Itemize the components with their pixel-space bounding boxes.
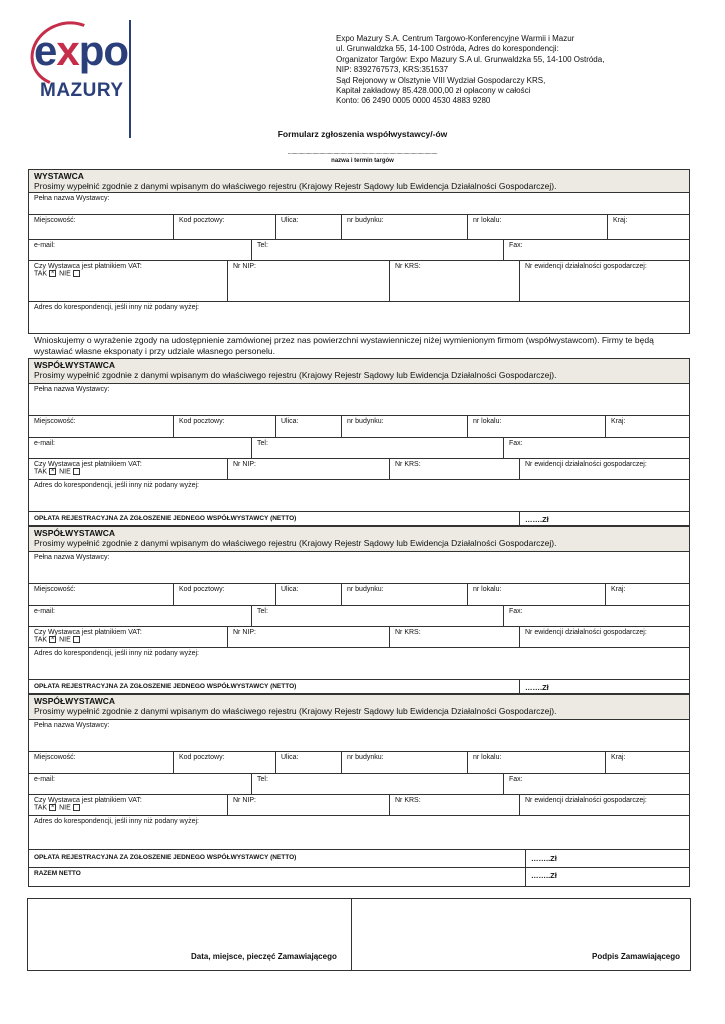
fair-name-field[interactable]: ................................................................................................................................ — [287, 150, 438, 156]
full-name-label: Pełna nazwa Wystawcy: — [34, 386, 110, 393]
vat-no-checkbox[interactable] — [73, 636, 80, 643]
krs-label: Nr KRS: — [395, 797, 421, 804]
building-label: nr budynku: — [347, 754, 384, 761]
nip-field[interactable] — [227, 627, 389, 647]
fax-field[interactable] — [503, 240, 691, 260]
phone-label: Tel: — [257, 776, 268, 783]
fax-label: Fax: — [509, 440, 523, 447]
address-row — [29, 214, 689, 239]
correspondence-label: Adres do korespondencji, jeśli inny niż podany wyżej: — [34, 650, 199, 657]
email-label: e-mail: — [34, 776, 56, 783]
company-line: Expo Mazury S.A. Centrum Targowo-Konferencyjne Warmii i Mazur — [336, 34, 575, 43]
krs-field[interactable] — [389, 627, 519, 647]
krs-field[interactable] — [389, 261, 519, 301]
email-label: e-mail: — [34, 608, 56, 615]
city-field[interactable] — [29, 752, 173, 773]
vat-no-label: NIE — [59, 636, 71, 644]
phone-label: Tel: — [257, 242, 268, 249]
vat-label: Czy Wystawca jest płatnikiem VAT: — [34, 629, 142, 636]
postal-label: Kod pocztowy: — [179, 586, 225, 593]
correspondence-row[interactable] — [29, 647, 689, 679]
form-title: Formularz zgłoszenia współwystawcy/-ów — [277, 129, 448, 139]
nip-field[interactable] — [227, 459, 389, 479]
country-field[interactable] — [607, 215, 691, 239]
logo-e: e — [34, 27, 57, 74]
apartment-field[interactable] — [467, 416, 605, 437]
vat-no-label: NIE — [59, 468, 71, 476]
email-field[interactable] — [29, 606, 251, 626]
full-name-row[interactable] — [29, 192, 689, 214]
evid-label: Nr ewidencji działalności gospodarczej: — [525, 461, 647, 468]
signature-divider — [351, 898, 352, 971]
phone-label: Tel: — [257, 608, 268, 615]
street-field[interactable] — [275, 416, 341, 437]
section-coexhibitor-1 — [28, 358, 690, 526]
apartment-field[interactable] — [467, 215, 607, 239]
city-label: Miejscowość: — [34, 418, 76, 425]
nip-field[interactable] — [227, 795, 389, 815]
correspondence-row[interactable] — [29, 301, 689, 334]
postal-field[interactable] — [173, 215, 275, 239]
building-field[interactable] — [341, 584, 467, 605]
city-label: Miejscowość: — [34, 754, 76, 761]
city-label: Miejscowość: — [34, 586, 76, 593]
country-label: Kraj: — [611, 418, 626, 425]
phone-label: Tel: — [257, 440, 268, 447]
fee-row — [29, 679, 689, 694]
vat-no-label: NIE — [59, 270, 71, 278]
company-line: Konto: 06 2490 0005 0000 4530 4883 9280 — [336, 96, 491, 106]
apartment-label: nr lokalu: — [473, 418, 502, 425]
krs-field[interactable] — [389, 459, 519, 479]
email-field[interactable] — [29, 240, 251, 260]
email-field[interactable] — [29, 774, 251, 794]
vat-field — [29, 795, 227, 815]
postal-field[interactable] — [173, 416, 275, 437]
correspondence-row[interactable] — [29, 815, 689, 849]
expo-logo — [34, 27, 129, 74]
apartment-field[interactable] — [467, 752, 605, 773]
section-subtitle: Prosimy wypełnić zgodnie z danymi wpisanym do właściwego rejestru (Krajowy Rejestr Sądowy lub Ewidencja Działalności Gospodarczej). — [34, 370, 557, 380]
evid-label: Nr ewidencji działalności gospodarczej: — [525, 797, 647, 804]
vat-field — [29, 459, 227, 479]
logo-po: po — [78, 27, 129, 74]
fair-name-label: nazwa i termin targów — [331, 158, 394, 164]
full-name-row[interactable] — [29, 383, 689, 415]
company-line: Organizator Targów: Expo Mazury S.A ul. Grunwaldzka 55, 14-100 Ostróda, — [336, 54, 605, 64]
nip-label: Nr NIP: — [233, 629, 256, 636]
nip-field[interactable] — [227, 261, 389, 301]
city-field[interactable] — [29, 584, 173, 605]
evid-field[interactable] — [519, 459, 691, 479]
mazury-logo-text: MAZURY — [40, 80, 124, 101]
apartment-label: nr lokalu: — [473, 586, 502, 593]
tax-row — [29, 626, 689, 647]
nip-label: Nr NIP: — [233, 797, 256, 804]
fee-row — [29, 849, 689, 867]
contact-row — [29, 773, 689, 794]
vat-no-checkbox[interactable] — [73, 804, 80, 811]
total-label: RAZEM NETTO — [34, 870, 81, 877]
evid-field[interactable] — [519, 795, 691, 815]
fax-field[interactable] — [503, 606, 691, 626]
city-field[interactable] — [29, 416, 173, 437]
section-subtitle: Prosimy wypełnić zgodnie z danymi wpisanym do właściwego rejestru (Krajowy Rejestr Sądowy lub Ewidencja Działalności Gospodarczej). — [34, 538, 557, 548]
phone-field[interactable] — [251, 240, 503, 260]
company-line: Sąd Rejonowy w Olsztynie VIII Wydział Gospodarczy KRS, — [336, 75, 546, 85]
correspondence-label: Adres do korespondencji, jeśli inny niż podany wyżej: — [34, 482, 199, 489]
city-field[interactable] — [29, 215, 173, 239]
full-name-label: Pełna nazwa Wystawcy: — [34, 722, 110, 729]
street-label: Ulica: — [281, 418, 299, 425]
street-field[interactable] — [275, 752, 341, 773]
contact-row — [29, 239, 689, 260]
apartment-label: nr lokalu: — [473, 754, 502, 761]
nip-label: Nr NIP: — [233, 461, 256, 468]
krs-label: Nr KRS: — [395, 461, 421, 468]
company-line: NIP: 8392767573, KRS:351537 — [336, 65, 449, 75]
vat-no-checkbox[interactable] — [73, 270, 80, 277]
total-amount-field[interactable]: ……..Zł — [525, 868, 691, 887]
phone-field[interactable] — [251, 438, 503, 458]
building-label: nr budynku: — [347, 586, 384, 593]
vat-yes-label: TAK — [34, 468, 48, 476]
street-field[interactable] — [275, 584, 341, 605]
building-label: nr budynku: — [347, 418, 384, 425]
email-label: e-mail: — [34, 242, 56, 249]
phone-field[interactable] — [251, 606, 503, 626]
fax-label: Fax: — [509, 608, 523, 615]
email-field[interactable] — [29, 438, 251, 458]
company-info — [336, 34, 604, 107]
section-coexhibitor-3 — [28, 694, 690, 887]
tax-row — [29, 794, 689, 815]
fax-field[interactable] — [503, 438, 691, 458]
correspondence-label: Adres do korespondencji, jeśli inny niż podany wyżej: — [34, 304, 199, 311]
postal-field[interactable] — [173, 752, 275, 773]
evid-field[interactable] — [519, 627, 691, 647]
krs-field[interactable] — [389, 795, 519, 815]
company-line: ul. Grunwaldzka 55, 14-100 Ostróda, Adres do korespondencji: — [336, 44, 559, 54]
tax-row — [29, 260, 689, 301]
postal-field[interactable] — [173, 584, 275, 605]
building-field[interactable] — [341, 215, 467, 239]
section-title: WSPÓŁWYSTAWCA — [34, 528, 116, 538]
postal-label: Kod pocztowy: — [179, 217, 225, 224]
vat-no-checkbox[interactable] — [73, 468, 80, 475]
fee-label: OPŁATA REJESTRACYJNA ZA ZGŁOSZENIE JEDNEGO WSPÓŁWYSTAWCY (NETTO) — [34, 854, 297, 861]
vat-field — [29, 261, 227, 301]
fax-label: Fax: — [509, 242, 523, 249]
phone-field[interactable] — [251, 774, 503, 794]
correspondence-label: Adres do korespondencji, jeśli inny niż podany wyżej: — [34, 818, 199, 825]
country-field[interactable] — [605, 416, 691, 437]
krs-label: Nr KRS: — [395, 263, 421, 270]
section-coexhibitor-2 — [28, 526, 690, 694]
evid-label: Nr ewidencji działalności gospodarczej: — [525, 629, 647, 636]
country-label: Kraj: — [611, 586, 626, 593]
street-label: Ulica: — [281, 586, 299, 593]
evid-field[interactable] — [519, 261, 691, 301]
total-row — [29, 867, 689, 887]
vat-yes-label: TAK — [34, 804, 48, 812]
postal-label: Kod pocztowy: — [179, 754, 225, 761]
vat-yes-checkbox[interactable]: × — [50, 468, 55, 474]
vat-yes-checkbox[interactable]: × — [50, 804, 55, 810]
country-label: Kraj: — [611, 754, 626, 761]
full-name-label: Pełna nazwa Wystawcy: — [34, 554, 110, 561]
nip-label: Nr NIP: — [233, 263, 256, 270]
fee-label: OPŁATA REJESTRACYJNA ZA ZGŁOSZENIE JEDNEGO WSPÓŁWYSTAWCY (NETTO) — [34, 515, 297, 522]
fee-amount-field[interactable]: ……..Zł — [525, 850, 691, 867]
vat-yes-label: TAK — [34, 270, 48, 278]
section-subtitle: Prosimy wypełnić zgodnie z danymi wpisanym do właściwego rejestru (Krajowy Rejestr Sądowy lub Ewidencja Działalności Gospodarczej). — [34, 181, 557, 191]
street-label: Ulica: — [281, 754, 299, 761]
signature-label: Podpis Zamawiającego — [592, 952, 681, 961]
logo-x: x — [56, 27, 79, 74]
evid-label: Nr ewidencji działalności gospodarczej: — [525, 263, 647, 270]
section-header — [29, 170, 689, 193]
fee-amount-field[interactable]: …….Zł — [519, 680, 691, 694]
vat-field — [29, 627, 227, 647]
apartment-field[interactable] — [467, 584, 605, 605]
correspondence-row[interactable] — [29, 479, 689, 511]
fax-label: Fax: — [509, 776, 523, 783]
section-subtitle: Prosimy wypełnić zgodnie z danymi wpisanym do właściwego rejestru (Krajowy Rejestr Sądowy lub Ewidencja Działalności Gospodarczej). — [34, 706, 557, 716]
address-row — [29, 583, 689, 605]
vat-yes-checkbox[interactable]: × — [50, 270, 55, 276]
vat-yes-label: TAK — [34, 636, 48, 644]
building-field[interactable] — [341, 752, 467, 773]
contact-row — [29, 437, 689, 458]
full-name-row[interactable] — [29, 719, 689, 751]
city-label: Miejscowość: — [34, 217, 76, 224]
section-title: WSPÓŁWYSTAWCA — [34, 360, 116, 370]
section-header — [29, 695, 689, 720]
section-title: WYSTAWCA — [34, 171, 84, 181]
building-field[interactable] — [341, 416, 467, 437]
building-label: nr budynku: — [347, 217, 384, 224]
section-header — [29, 359, 689, 384]
fee-row — [29, 511, 689, 526]
company-line: Kapitał zakładowy 85.428.000,00 zł opłacony w całości — [336, 86, 531, 96]
consent-notice: Wnioskujemy o wyrażenie zgody na udostępnienie zamówionej przez nas powierzchni wystawienniczej niżej wymienionym firmom (współwystawcom). Firmy te będą wystawiać własne eksponaty i przy udziale własnego personelu. — [34, 335, 654, 356]
email-label: e-mail: — [34, 440, 56, 447]
street-label: Ulica: — [281, 217, 299, 224]
tax-row — [29, 458, 689, 479]
apartment-label: nr lokalu: — [473, 217, 502, 224]
vat-label: Czy Wystawca jest płatnikiem VAT: — [34, 263, 142, 270]
country-field[interactable] — [605, 752, 691, 773]
full-name-row[interactable] — [29, 551, 689, 583]
date-place-stamp-label: Data, miejsce, pieczęć Zamawiającego — [191, 952, 337, 961]
full-name-label: Pełna nazwa Wystawcy: — [34, 195, 110, 202]
contact-row — [29, 605, 689, 626]
vat-no-label: NIE — [59, 804, 71, 812]
section-title: WSPÓŁWYSTAWCA — [34, 696, 116, 706]
fee-label: OPŁATA REJESTRACYJNA ZA ZGŁOSZENIE JEDNEGO WSPÓŁWYSTAWCY (NETTO) — [34, 683, 297, 690]
vat-label: Czy Wystawca jest płatnikiem VAT: — [34, 461, 142, 468]
section-exhibitor — [28, 169, 690, 334]
fax-field[interactable] — [503, 774, 691, 794]
address-row — [29, 751, 689, 773]
postal-label: Kod pocztowy: — [179, 418, 225, 425]
logo-divider — [129, 20, 131, 138]
vat-yes-checkbox[interactable]: × — [50, 636, 55, 642]
krs-label: Nr KRS: — [395, 629, 421, 636]
section-header — [29, 527, 689, 552]
country-field[interactable] — [605, 584, 691, 605]
address-row — [29, 415, 689, 437]
vat-label: Czy Wystawca jest płatnikiem VAT: — [34, 797, 142, 804]
street-field[interactable] — [275, 215, 341, 239]
country-label: Kraj: — [613, 217, 628, 224]
fee-amount-field[interactable]: …….Zł — [519, 512, 691, 526]
